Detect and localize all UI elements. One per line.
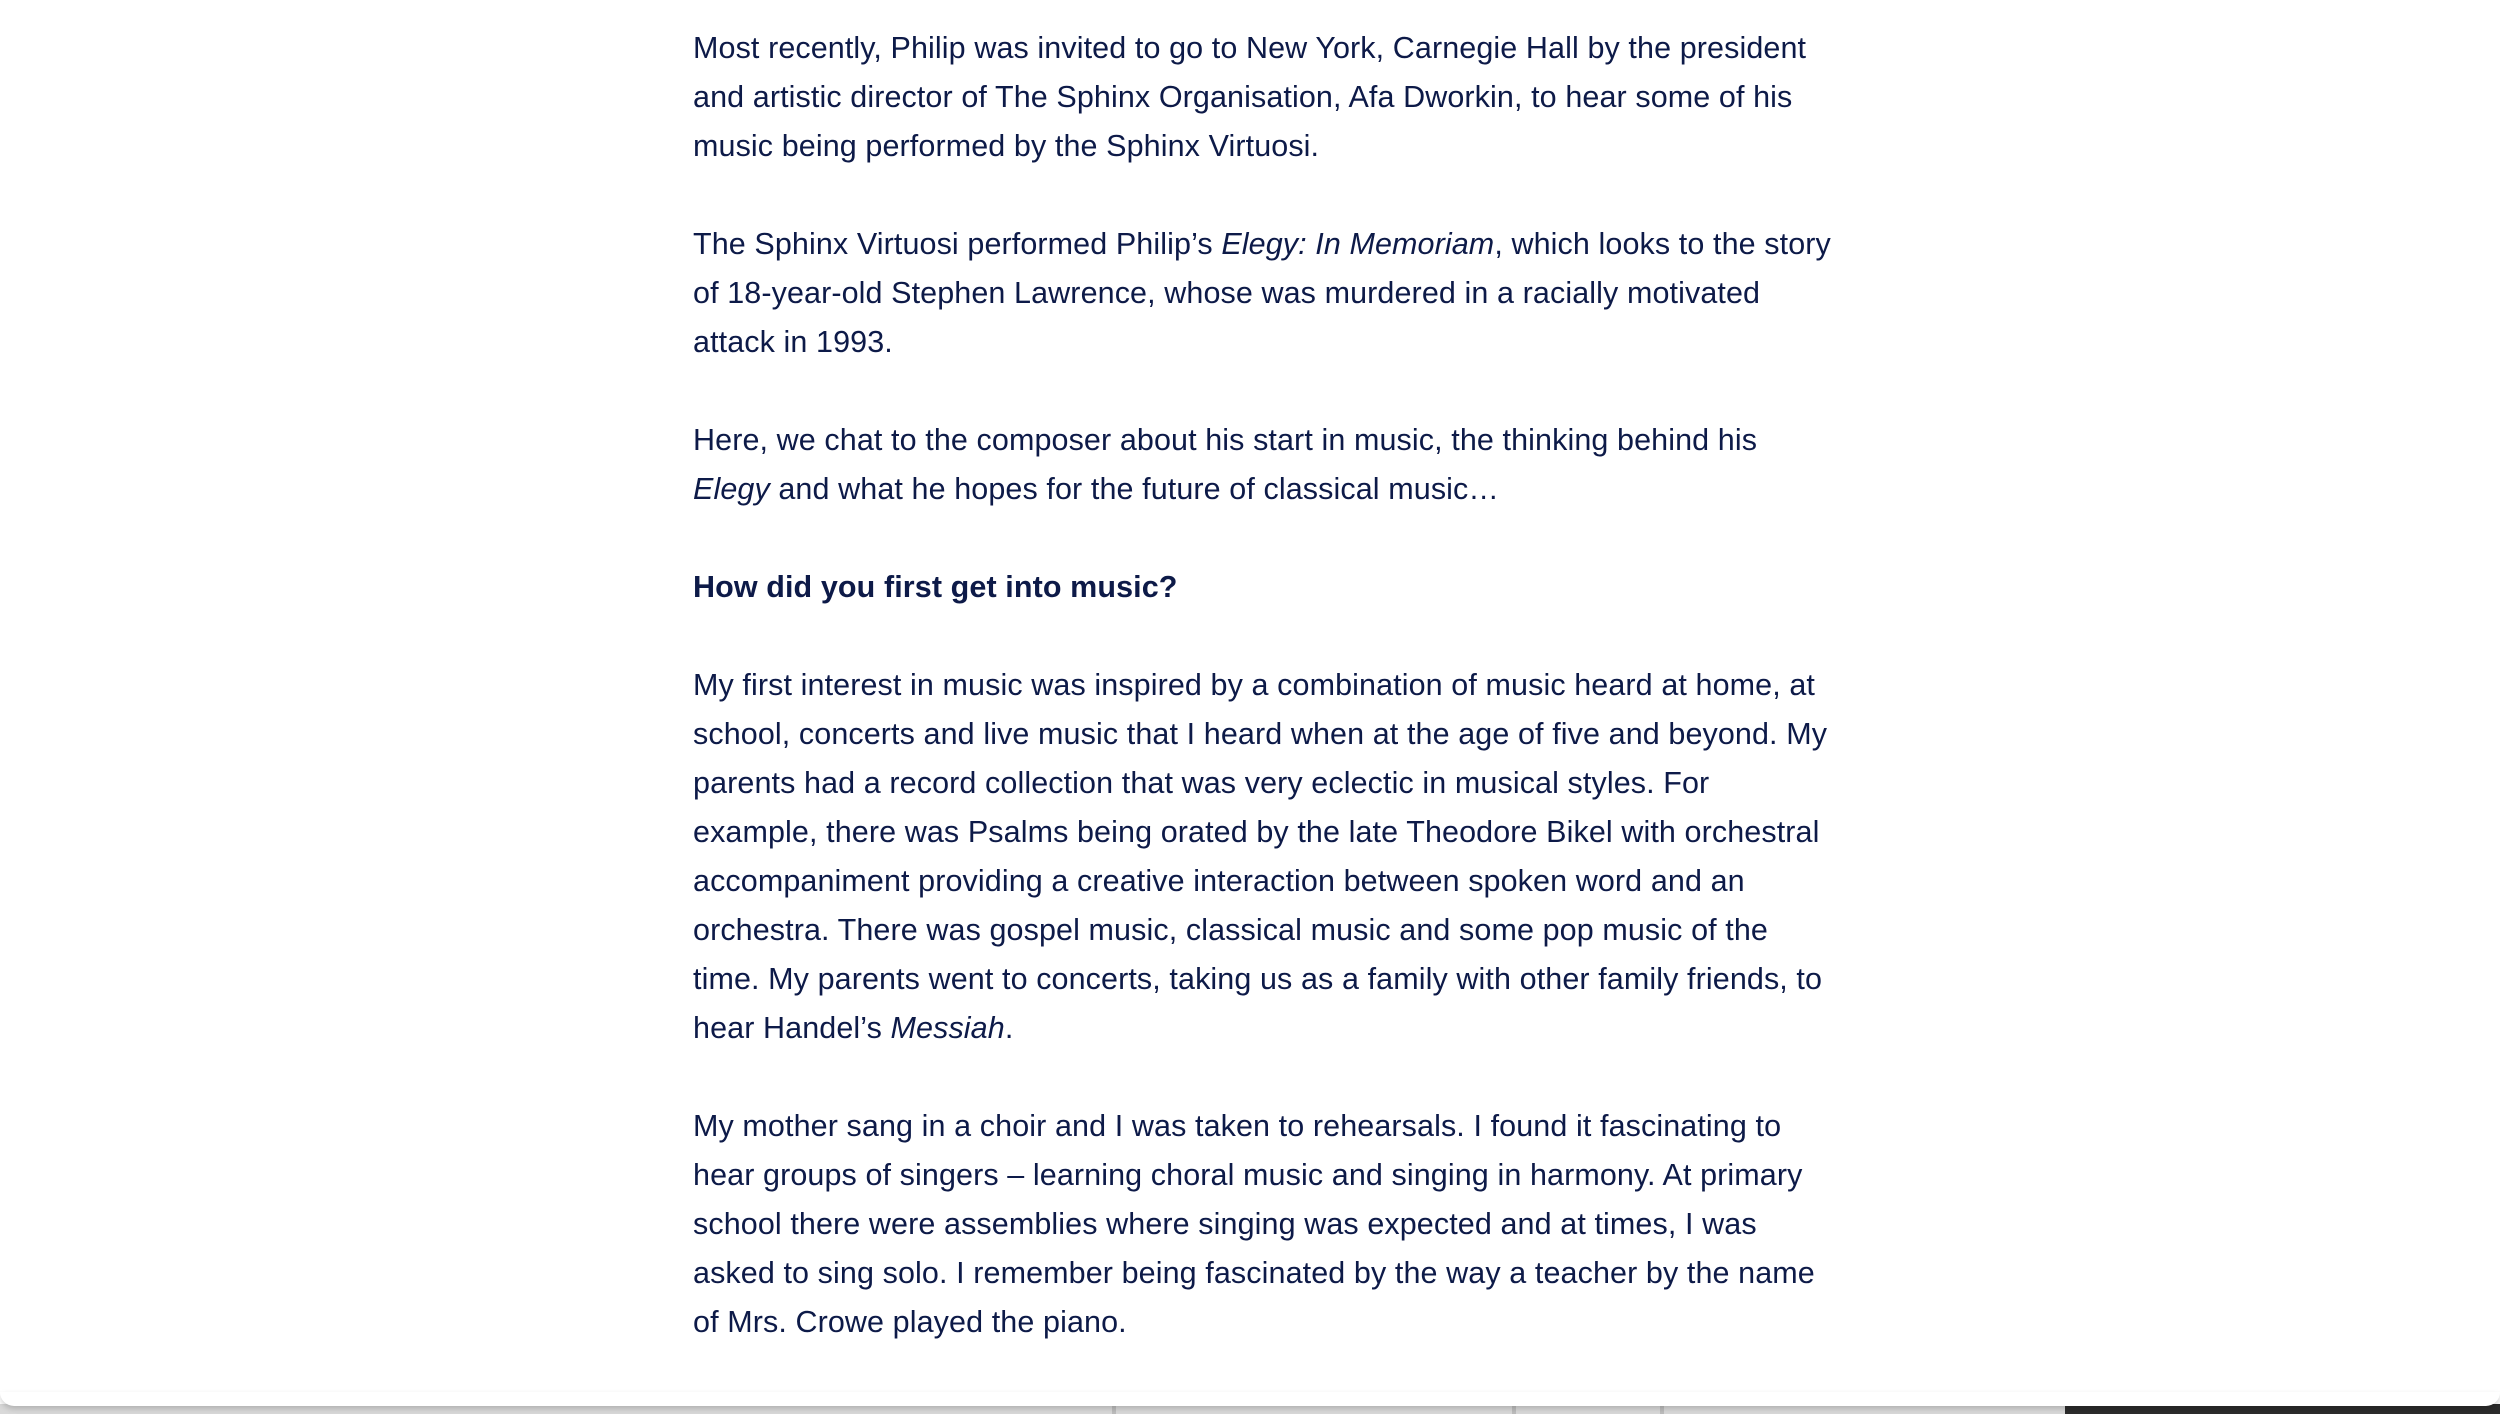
article-paragraph: My mother sang in a choir and I was taken to rehearsals. I found it fascinating to hear groups of singers – learning choral music and singing in harmony. At primary school there were assemblies where singing was expected and at times, I was asked to sing solo. I remember being fascinated by the way a teacher by the name of Mrs. Crowe played the piano. bbox=[693, 1109, 1815, 1339]
interview-question: How did you first get into music? bbox=[693, 570, 1178, 604]
paragraph-text: My first interest in music was inspired by a combination of music heard at home, at school, concerts and live music that I heard when at the age of five and beyond. My parents had a record collection that was very eclectic in musical styles. For example, there was Psalms being orated by the late Theodore Bikel with orchestral accompaniment providing a creative interaction between spoken word and an orchestra. There was gospel music, classical music and some pop music of the time. My parents went to concerts, taking us as a family with other family friends, to hear Handel’s bbox=[693, 668, 1828, 1045]
content-card-edge bbox=[0, 1392, 2500, 1406]
paragraph-text: Here, we chat to the composer about his start in music, the thinking behind his bbox=[693, 423, 1758, 457]
work-title: Messiah bbox=[890, 1011, 1005, 1045]
work-title: Elegy: In Memoriam bbox=[1221, 227, 1495, 261]
article-paragraph bbox=[693, 220, 1833, 367]
article-body bbox=[693, 24, 1833, 1396]
article-paragraph: Most recently, Philip was invited to go to New York, Carnegie Hall by the president and artistic director of The Sphinx Organisation, Afa Dworkin, to hear some of his music being performed by the Sphinx Virtuosi. bbox=[693, 31, 1807, 163]
paragraph-text: , which looks to the story of 18-year-old Stephen Lawrence, whose was murdered in a racially motivated attack in 1993. bbox=[693, 227, 1831, 359]
article-paragraph bbox=[693, 661, 1833, 1053]
article-paragraph bbox=[693, 416, 1833, 514]
paragraph-text: . bbox=[1004, 1011, 1014, 1045]
paragraph-text: The Sphinx Virtuosi performed Philip’s bbox=[693, 227, 1222, 261]
paragraph-text: and what he hopes for the future of classical music… bbox=[769, 472, 1499, 506]
work-title: Elegy bbox=[693, 472, 770, 506]
